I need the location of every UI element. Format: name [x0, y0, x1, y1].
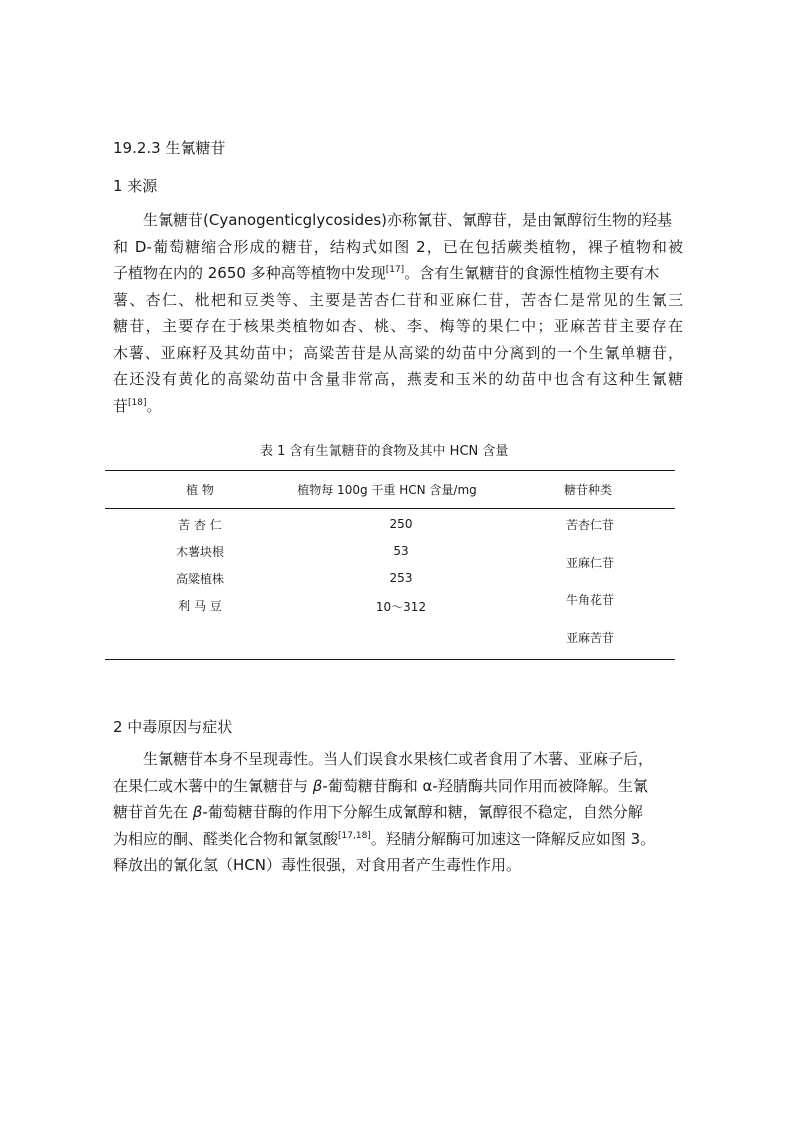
- beta-symbol: β: [312, 776, 323, 795]
- citation[interactable]: [17,18]: [338, 830, 371, 841]
- paragraph-line: 糖苷首先在 β-葡萄糖苷酶的作用下分解生成氰醇和糖，氰醇很不稳定，自然分解: [113, 803, 643, 821]
- paragraph-line: 薯、杏仁、枇杷和豆类等、主要是苦杏仁苷和亚麻仁苷，苦杏仁是常见的生氰三: [113, 290, 683, 309]
- paragraph-line: 释放出的氰化氢（HCN）毒性很强，对食用者产生毒性作用。: [113, 856, 521, 874]
- table-bottom-rule: [105, 659, 675, 660]
- subheading-source: 1 来源: [113, 177, 158, 195]
- paragraph-line: 生氰糖苷本身不呈现毒性。当人们误食水果核仁或者食用了木薯、亚麻子后，: [143, 750, 654, 768]
- beta-symbol: β: [192, 803, 203, 821]
- citation[interactable]: [18]: [128, 397, 147, 408]
- table-cell-hcn: 53: [393, 544, 409, 558]
- table-cell-plant: 高粱植株: [175, 572, 225, 586]
- subheading-poisoning: 2 中毒原因与症状: [113, 718, 233, 736]
- paragraph-line: 和 D-葡萄糖缩合形成的糖苷，结构式如图 2，已在包括蕨类植物，裸子植物和被: [113, 237, 683, 256]
- table-header-rule: [105, 508, 675, 509]
- table-cell-hcn: 250: [389, 517, 413, 531]
- paragraph-line: 糖苷，主要存在于核果类植物如杏、桃、李、梅等的果仁中；亚麻苦苷主要存在: [113, 317, 683, 335]
- paragraph-line: 为相应的酮、醛类化合物和氰氢酸[17,18]。羟腈分解酶可加速这一降解反应如图 3。: [113, 829, 656, 848]
- table-cell-glycoside: 牛角花苷: [565, 593, 615, 607]
- table-header-hcn: 植物每 100g 干重 HCN 含量/mg: [297, 483, 477, 497]
- paragraph-line: 苷[18]。: [113, 396, 162, 415]
- table-cell-hcn: 10～312: [375, 600, 427, 614]
- paragraph-poisoning: [113, 746, 683, 879]
- table-cell-plant: 木薯块根: [175, 545, 225, 559]
- table-header-plant: 植 物: [186, 483, 214, 497]
- section-heading: 19.2.3 生氰糖苷: [113, 139, 226, 157]
- citation[interactable]: [17]: [385, 265, 405, 275]
- paragraph-line: 在果仁或木薯中的生氰糖苷与 β-葡萄糖苷酶和 α-羟腈酶共同作用而被降解。生氰: [113, 776, 648, 795]
- table-top-rule: [105, 470, 675, 471]
- paragraph-line: 在还没有黄化的高粱幼苗中含量非常高，燕麦和玉米的幼苗中也含有这种生氰糖: [113, 370, 683, 388]
- table-cell-plant: 苦 杏 仁: [178, 518, 222, 532]
- table-cell-glycoside: 亚麻仁苷: [565, 556, 615, 570]
- table-cell-hcn: 253: [389, 571, 413, 585]
- table-header-glycoside: 糖苷种类: [563, 483, 613, 497]
- paragraph-line: 子植物在内的 2650 多种高等植物中发现[17]。含有生氰糖苷的食源性植物主要有木: [113, 264, 660, 282]
- paragraph-line: 木薯、亚麻籽及其幼苗中；高粱苦苷是从高粱的幼苗中分离到的一个生氰单糖苷，: [113, 343, 683, 362]
- paragraph-line: 生氰糖苷(Cyanogenticglycosides)亦称氰苷、氰醇苷，是由氰醇衍生物的羟基: [143, 211, 673, 229]
- table-caption: 表 1 含有生氰糖苷的食物及其中 HCN 含量: [260, 444, 509, 459]
- table-cell-glycoside: 苦杏仁苷: [565, 518, 615, 532]
- table-cell-glycoside: 亚麻苦苷: [565, 631, 615, 645]
- paragraph-source: [113, 207, 683, 419]
- table-cell-plant: 利 马 豆: [178, 599, 222, 613]
